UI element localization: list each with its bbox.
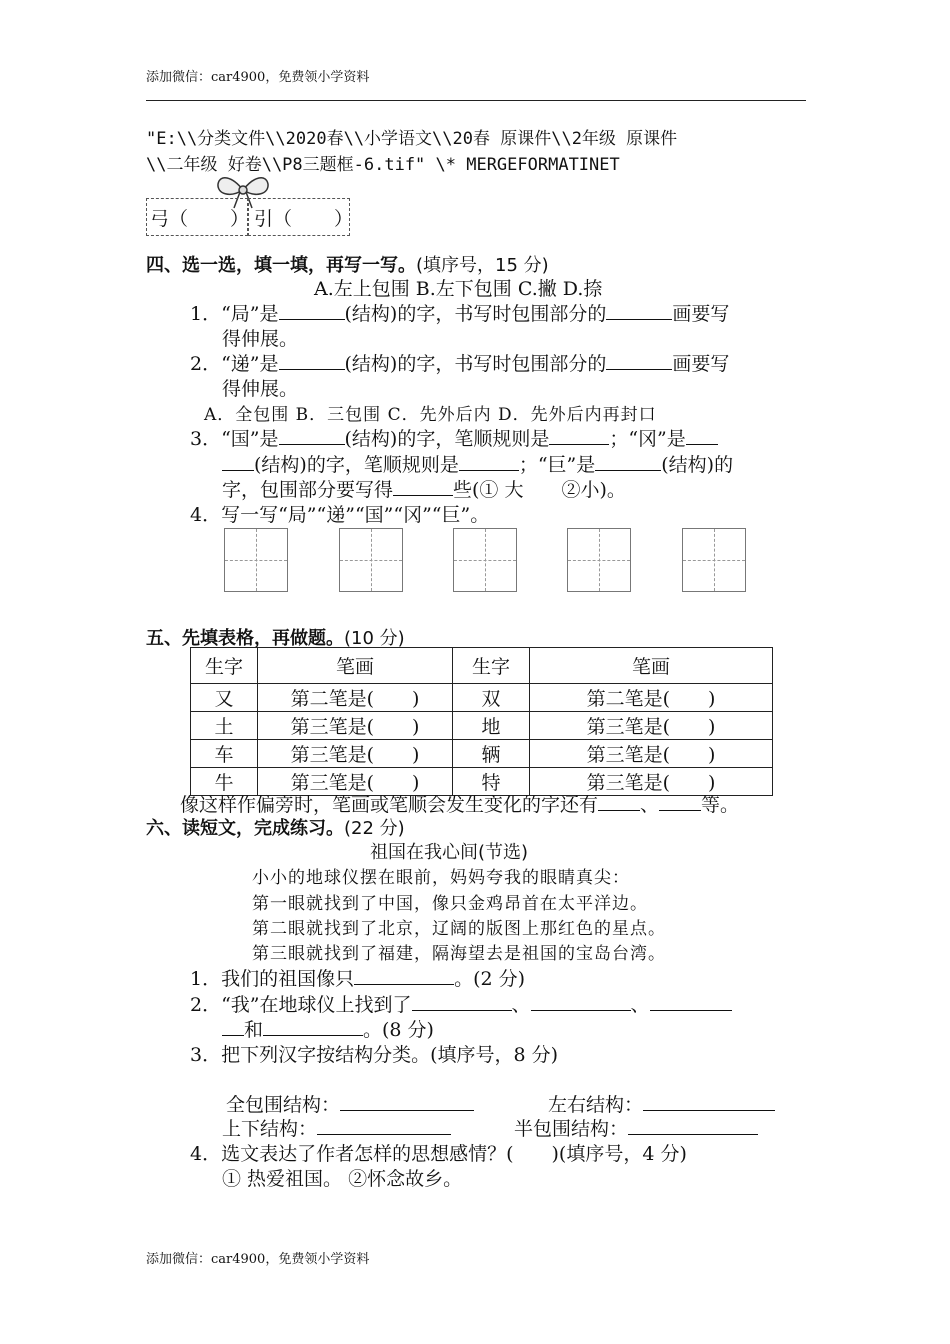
s6-cat4 (514, 1114, 758, 1141)
s4-q3-a: 3．“国”是 (190, 428, 279, 450)
header-rule (146, 100, 806, 101)
s4-q3-e: ；“巨”是 (518, 454, 596, 476)
s4-q3-b: (结构)的字，笔顺规则是 (344, 428, 550, 450)
s6-q2-c: 、 (630, 994, 650, 1016)
footer-note: 添加微信：car4900，免费领小学资料 (146, 1252, 370, 1267)
s4-q1-blank2[interactable] (606, 318, 672, 320)
writing-grid-box[interactable] (682, 528, 746, 592)
section4-title-text: 四、选一选，填一填，再写一写。 (146, 255, 416, 276)
s5-follow-a: 像这样作偏旁时，笔画或笔顺会发生变化的字还有 (180, 794, 599, 816)
field-code-line2: \\二年级 好卷\\P8三题框-6.tif" \* MERGEFORMATINET (146, 155, 620, 175)
writing-grid-box[interactable] (567, 528, 631, 592)
s6-q4: 4．选文表达了作者怎样的思想感情？( )(填序号，4 分) (190, 1143, 687, 1165)
s6-q2-a: 2．“我”在地球仪上找到了 (190, 994, 412, 1016)
section5-points: (10 分) (344, 628, 405, 649)
table-cell: 双 (453, 684, 530, 712)
s4-q3-blank1[interactable] (279, 443, 345, 445)
field-code-line1: "E:\\分类文件\\2020春\\小学语文\\20春 原课件\\2年级 原课件 (146, 129, 678, 149)
s6-q2-e: 。(8 分) (363, 1019, 434, 1041)
s4-q1-d: 得伸展。 (222, 328, 299, 350)
bow-right-char: 引（ (254, 208, 293, 230)
s4-q2-blank2[interactable] (606, 368, 672, 370)
table-header: 生字 (453, 648, 530, 684)
s4-q3-blank3a[interactable] (686, 443, 718, 445)
s6-q2-blank4[interactable] (263, 1034, 363, 1036)
table-header: 笔画 (258, 648, 453, 684)
table-header-row (191, 648, 773, 684)
s4-q3-line3 (222, 475, 626, 502)
s4-q1-c: 画要写 (672, 303, 730, 325)
section5-title-text: 五、先填表格，再做题。 (146, 628, 344, 649)
section6-title-text: 六、读短文，完成练习。 (146, 818, 344, 839)
table-cell: 特 (453, 768, 530, 796)
s4-q1-blank1[interactable] (279, 318, 345, 320)
s4-q3-blank3b[interactable] (222, 469, 254, 471)
s4-q2-c: 画要写 (672, 353, 730, 375)
header-note: 添加微信：car4900，免费领小学资料 (146, 70, 370, 85)
s5-follow-blank2[interactable] (659, 809, 701, 811)
s4-q1-a: 1．“局”是 (190, 303, 279, 325)
s6-cat2 (548, 1090, 775, 1117)
table-cell: 土 (191, 712, 258, 740)
table-header: 笔画 (530, 648, 773, 684)
s6-q2-blank3a[interactable] (650, 1009, 732, 1011)
s4-q2-blank1[interactable] (279, 368, 345, 370)
s6-q1-a: 1．我们的祖国像只 (190, 968, 355, 990)
s4-q3-blank6[interactable] (393, 494, 453, 496)
s5-follow-c: 等。 (701, 794, 740, 816)
s4-q3-blank4[interactable] (459, 469, 519, 471)
section6-title (146, 814, 405, 840)
s5-follow-blank1[interactable] (598, 809, 640, 811)
section4-options2: A．全包围 B．三包围 C．先外后内 D．先外后内再封口 (204, 405, 657, 425)
s4-q2-a: 2．“递”是 (190, 353, 279, 375)
s4-q3-h: 些(① 大 ②小)。 (453, 479, 626, 501)
table-cell[interactable]: 第三笔是( ) (530, 740, 773, 768)
stroke-table (190, 647, 773, 796)
s4-q3-d: (结构)的字，笔顺规则是 (254, 454, 459, 476)
s4-q4: 4．写一写“局”“递”“国”“冈”“巨”。 (190, 504, 490, 526)
table-cell[interactable]: 第三笔是( ) (258, 712, 453, 740)
table-cell[interactable]: 第二笔是( ) (530, 684, 773, 712)
table-cell: 又 (191, 684, 258, 712)
s4-q2-b: (结构)的字，书写时包围部分的 (344, 353, 607, 375)
section6-points: (22 分) (344, 818, 405, 839)
table-cell: 地 (453, 712, 530, 740)
table-cell: 辆 (453, 740, 530, 768)
s6-cat1-blank[interactable] (340, 1109, 474, 1111)
passage-line: 第二眼就找到了北京，辽阔的版图上那红色的星点。 (252, 919, 666, 939)
s6-q3: 3．把下列汉字按结构分类。(填序号，8 分) (190, 1044, 559, 1066)
table-cell[interactable]: 第三笔是( ) (530, 712, 773, 740)
passage-line: 第三眼就找到了福建，隔海望去是祖国的宝岛台湾。 (252, 944, 666, 964)
s4-q2-d: 得伸展。 (222, 378, 299, 400)
s6-q4-options: ① 热爱祖国。 ②怀念故乡。 (222, 1168, 463, 1190)
table-cell[interactable]: 第三笔是( ) (530, 768, 773, 796)
s6-q2-blank2[interactable] (531, 1009, 631, 1011)
table-cell[interactable]: 第二笔是( ) (258, 684, 453, 712)
s6-q2-d: 和 (244, 1019, 264, 1041)
s6-cat4-blank[interactable] (628, 1133, 758, 1135)
s6-q2-blank3b[interactable] (222, 1034, 244, 1036)
s5-followup (180, 790, 739, 817)
table-header: 生字 (191, 648, 258, 684)
writing-grid-box[interactable] (339, 528, 403, 592)
bow-left-char: 弓（ (150, 208, 189, 230)
table-cell[interactable]: 第三笔是( ) (258, 768, 453, 796)
s6-cat1-label: 全包围结构： (226, 1094, 341, 1116)
s4-q3-blank2[interactable] (549, 443, 609, 445)
s4-q1-line1 (190, 299, 729, 326)
s6-q1 (190, 964, 525, 991)
section4-options1: A.左上包围 B.左下包围 C.撇 D.捺 (314, 278, 603, 300)
s4-q2-line1 (190, 349, 729, 376)
writing-grid-box[interactable] (453, 528, 517, 592)
table-row (191, 740, 773, 768)
s6-q1-b: 。(2 分) (454, 968, 526, 990)
s6-q1-blank[interactable] (354, 983, 454, 985)
passage-line: 小小的地球仪摆在眼前，妈妈夸我的眼睛真尖： (252, 868, 630, 888)
section4-points: (填序号，15 分) (416, 255, 549, 276)
bow-right-close: ） (334, 208, 354, 230)
s6-cat3-label: 上下结构： (222, 1118, 318, 1140)
s6-cat3-blank[interactable] (317, 1133, 451, 1135)
s5-follow-b: 、 (640, 794, 660, 816)
s6-cat4-label: 半包围结构： (514, 1118, 629, 1140)
s4-q3-g: 字，包围部分要写得 (222, 479, 394, 501)
bow-left-close: ） (230, 208, 250, 230)
s6-cat1 (226, 1090, 474, 1117)
s4-q3-blank5[interactable] (595, 469, 661, 471)
s6-cat2-label: 左右结构： (548, 1094, 644, 1116)
table-row (191, 712, 773, 740)
s4-q3-line2 (222, 450, 733, 477)
s6-cat2-blank[interactable] (643, 1109, 775, 1111)
s6-q2-b: 、 (511, 994, 531, 1016)
table-cell: 车 (191, 740, 258, 768)
s4-q3-f: (结构)的 (661, 454, 734, 476)
s4-q1-b: (结构)的字，书写时包围部分的 (344, 303, 607, 325)
table-cell: 牛 (191, 768, 258, 796)
passage-line: 第一眼就找到了中国，像只金鸡昂首在太平洋边。 (252, 894, 648, 914)
s4-q3-line1 (190, 424, 718, 451)
writing-grid-box[interactable] (224, 528, 288, 592)
table-cell[interactable]: 第三笔是( ) (258, 740, 453, 768)
s4-q3-c: ；“冈”是 (609, 428, 686, 450)
s6-q2-line1 (190, 990, 732, 1017)
passage-title: 祖国在我心间(节选) (370, 842, 529, 863)
table-row (191, 684, 773, 712)
s6-cat3 (222, 1114, 451, 1141)
s6-q2-line2 (222, 1015, 434, 1042)
s6-q2-blank1[interactable] (412, 1009, 512, 1011)
